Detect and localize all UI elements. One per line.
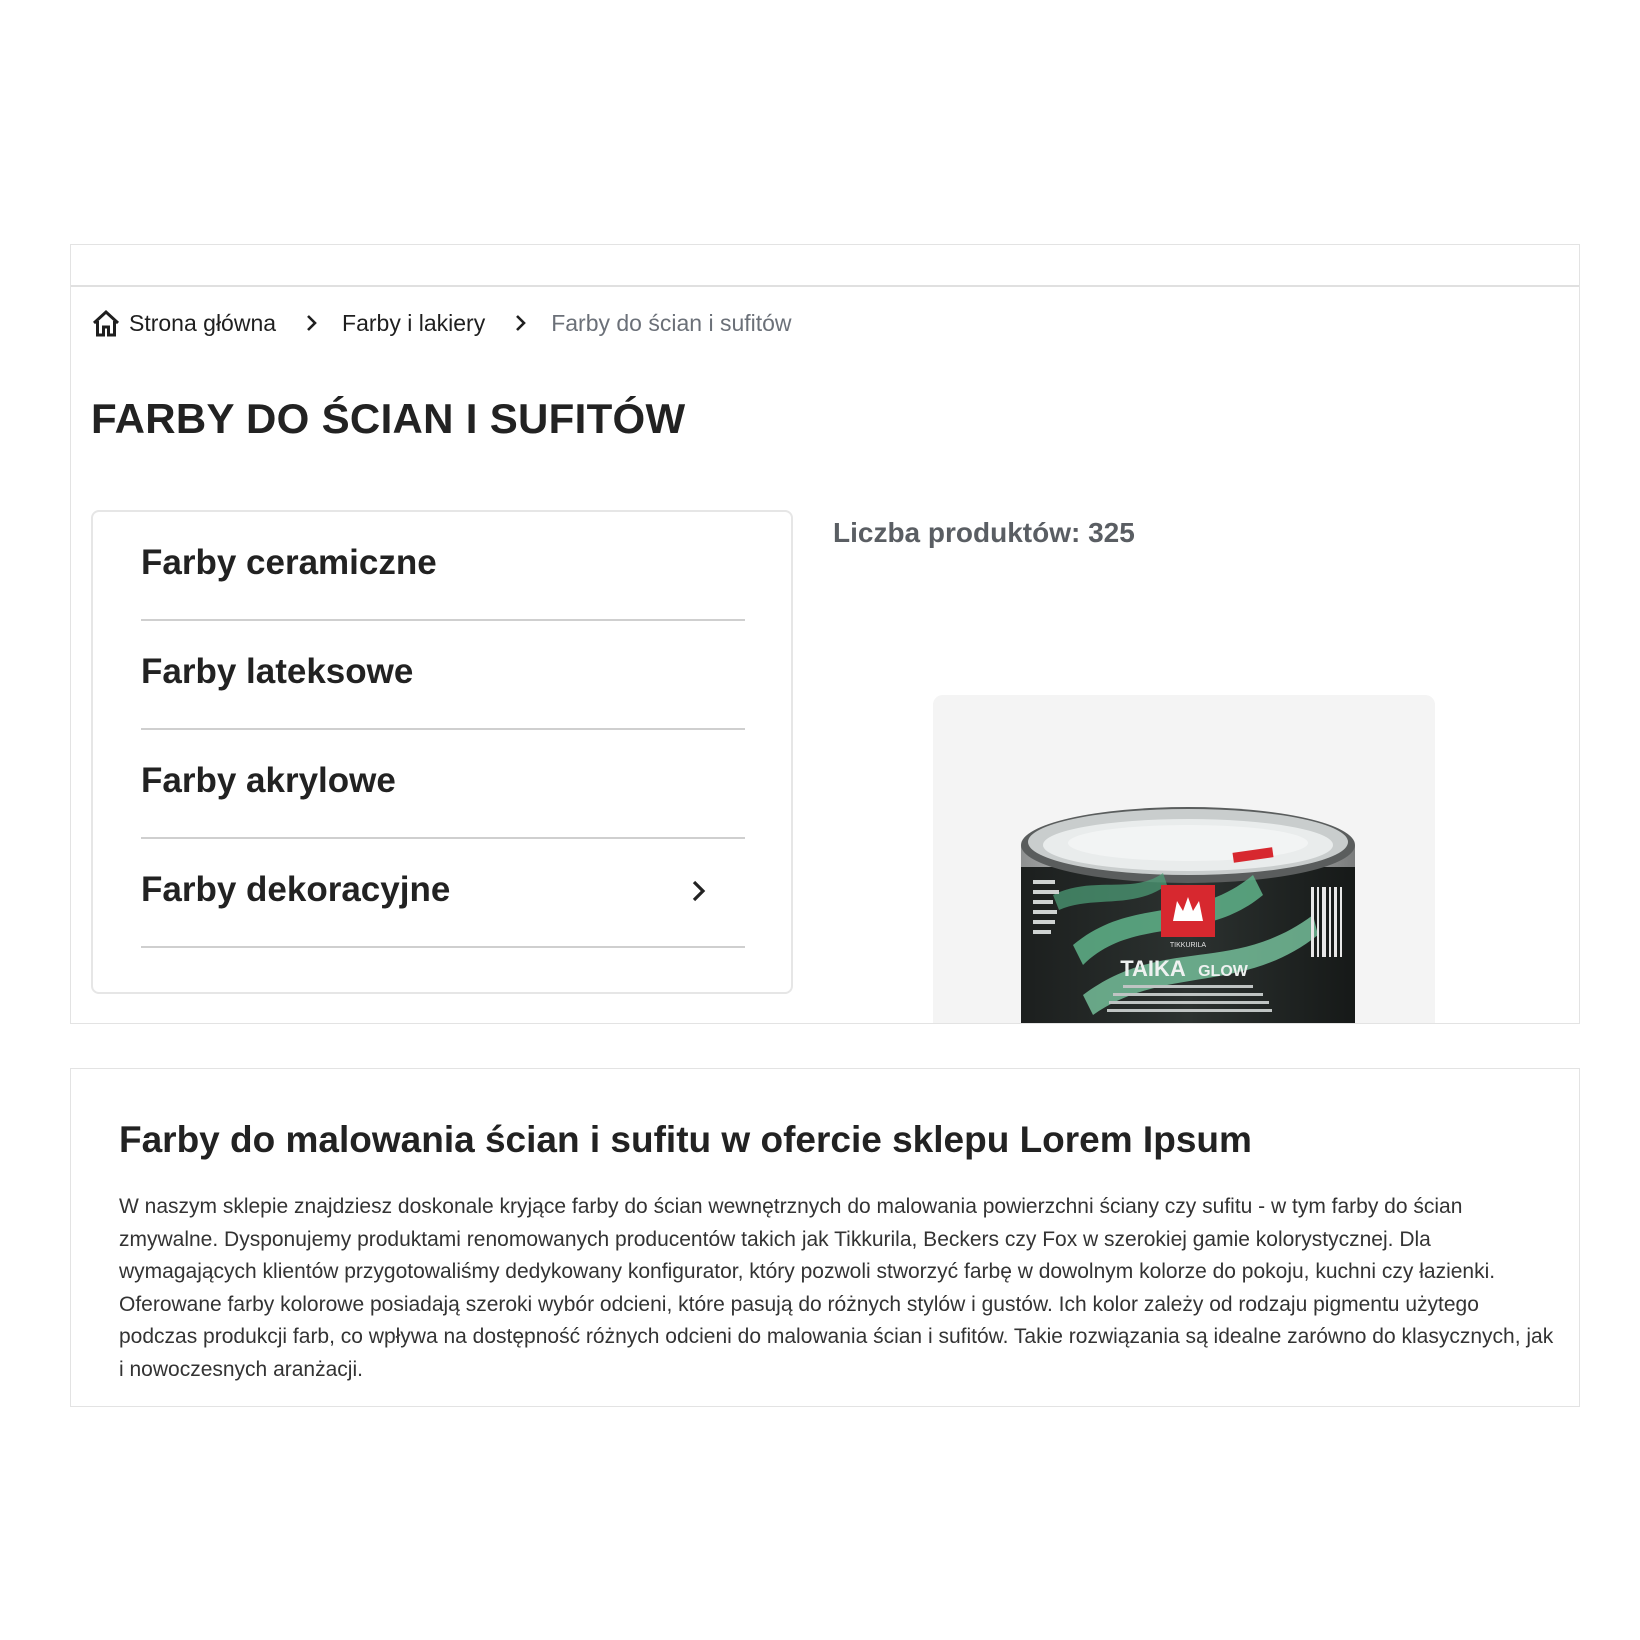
breadcrumb-current: Farby do ścian i sufitów (551, 309, 792, 336)
subcategory-label: Farby dekoracyjne (141, 869, 451, 909)
description-text: W naszym sklepie znajdziesz doskonale kryjące farby do ścian wewnętrznych do malowania powierzchni ściany czy sufitu - w tym farby do ścian zmywalne. Dysponujemy produktami renomowanych producentów takich jak Tikkurila, Beckers czy Fox w szerokiej gamie kolorystycznej. Dla wymagających klientów przygotowaliśmy dedykowany konfigurator, który pozwoli stworzyć farbę w dowolnym kolorze do pokoju, kuchni czy łazienki. Oferowane farby kolorowe posiadają szeroki wybór odcieni, które pasują do różnych stylów i gustów. Ich kolor zależy od rodzaju pigmentu użytego podczas produkcji farb, co wpływa na dostępność różnych odcieni do malowania ścian i sufitów. Takie rozwiązania są idealne zarówno do klasycznych, jak i nowoczesnych aranżacji. (119, 1195, 1554, 1381)
chevron-right-icon (304, 314, 320, 332)
home-icon (91, 309, 121, 337)
description-title: Farby do malowania ścian i sufitu w ofercie sklepu Lorem Ipsum (119, 1119, 1252, 1160)
subcategory-item-farby-ceramiczne[interactable] (141, 512, 745, 621)
category-panel (70, 244, 1580, 1024)
breadcrumb (91, 303, 792, 343)
subcategory-label: Farby lateksowe (141, 651, 414, 691)
breadcrumb-home[interactable] (91, 309, 276, 337)
seo-description (70, 1068, 1580, 1407)
subcategory-label: Farby ceramiczne (141, 542, 437, 582)
top-bar (71, 245, 1579, 287)
paint-can-image (933, 695, 1435, 1024)
chevron-right-icon (513, 314, 529, 332)
subcategory-label: Farby akrylowe (141, 760, 396, 800)
product-image[interactable] (933, 695, 1435, 1024)
subcategory-item-farby-lateksowe[interactable] (141, 621, 745, 730)
product-name-text: TAIKA (1120, 956, 1186, 981)
product-suffix-text: GLOW (1198, 963, 1248, 980)
subcategory-list (91, 510, 793, 994)
subcategory-item-farby-akrylowe[interactable] (141, 730, 745, 839)
subcategory-item-farby-dekoracyjne[interactable] (141, 839, 745, 948)
brand-text: TIKKURILA (1169, 942, 1207, 949)
breadcrumb-home-label: Strona główna (129, 309, 277, 336)
product-count: Liczba produktów: 325 (833, 517, 1135, 548)
page-title: FARBY DO ŚCIAN I SUFITÓW (91, 395, 686, 442)
chevron-right-icon (691, 877, 707, 905)
breadcrumb-farby-i-lakiery[interactable]: Farby i lakiery (342, 309, 486, 336)
